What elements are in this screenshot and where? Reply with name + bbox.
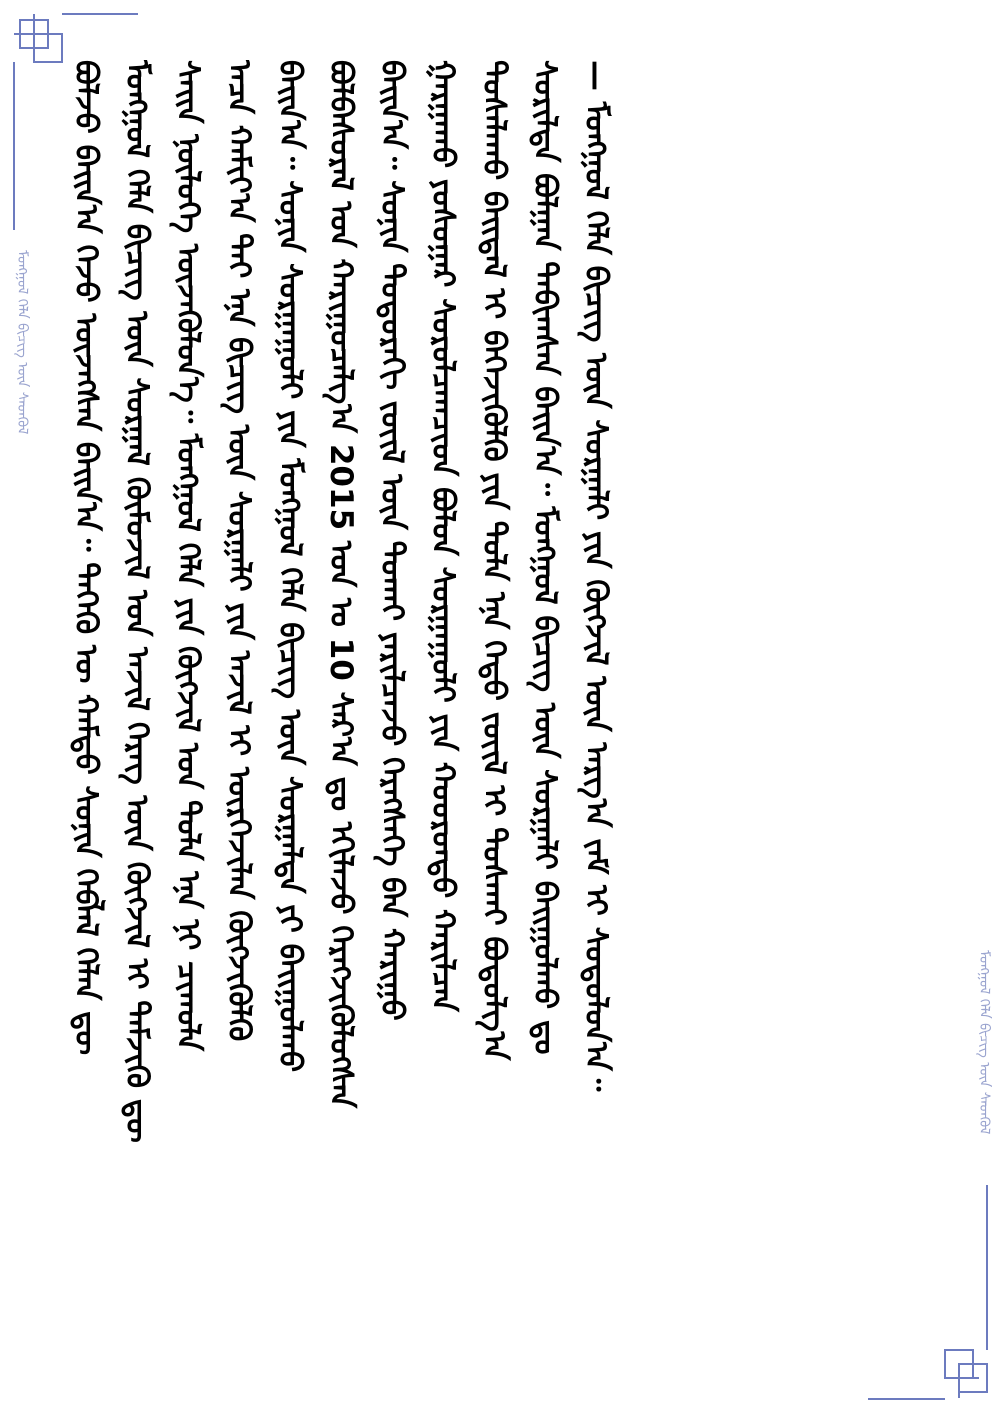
text-line: ᠠᠴᠠ ᠬᠠᠮᠢᠶ᠎ᠠ ᠲᠠᠢ ᠡᠨᠡ ᠪᠢᠴᠢᠭ ᠦᠨ ᠰᠤᠷᠭᠠᠯᠢ ᠶᠢᠨ ᠠᠵᠢᠯ ᠢ ᠦᠷᠭᠡᠵᠢᠯᠡᠨ ᠬᠦᠭᠵᠢᠭᠦᠯᠬᠦ	[221, 60, 257, 1042]
text-line: ᠪᠠᠢᠨ᠎ᠠ᠃ ᠰᠣᠨᠢᠨ ᠰᠤᠷᠭᠠᠭᠤᠯᠢ ᠶᠢᠨ ᠮᠣᠩᠭᠤᠯ ᠬᠡᠯᠡ ᠪᠢᠴᠢᠭ ᠦᠨ ᠰᠤᠷᠭᠠᠯᠲᠠ ᠶᠢ ᠪᠠᠢᠭᠤᠯᠬᠤ	[272, 60, 308, 1073]
text-line: ᠪᠣᠯᠪᠠᠰᠤᠷᠠᠯ ᠤᠨ ᠬᠠᠷᠢᠭᠤᠴᠠᠯᠭ᠎ᠠ 2015 ᠣᠨ ᠤ 10 ᠰᠠᠷ᠎ᠠ ᠳᠤ ᠡᠬᠢᠯᠡᠵᠦ ᠬᠡᠷᠡᠭᠵᠢᠭᠦᠯᠦᠭᠰᠡᠨ	[323, 60, 359, 1109]
text-line: ᠪᠠᠢᠨ᠎ᠠ᠃ ᠰᠣᠨᠢᠨ ᠳᠣᠲᠣᠷᠠᠬᠢ ᠵᠦᠢᠯ ᠦᠨ ᠲᠤᠬᠠᠢ ᠶᠠᠷᠢᠯᠴᠠᠵᠤ ᠬᠡᠷᠡᠭᠰᠡᠭᠡ ᠪᠡᠨ ᠬᠠᠷᠢᠭᠤ	[374, 60, 410, 1021]
side-title-right: ᠮᠣᠩᠭᠤᠯ ᠬᠡᠯᠡ ᠪᠢᠴᠢᠭ ᠦᠨ ᠰᠡᠳᠬᠦᠯ	[976, 950, 992, 1135]
text-line: ᠭᠠᠷᠭᠠᠬᠤ ᠶᠣᠰᠣᠭᠠᠷ ᠰᠤᠷᠤᠯᠴᠠᠭᠴᠢᠳ ᠪᠣᠯᠤᠨ ᠰᠤᠷᠭᠠᠭᠤᠯᠢ ᠶᠢᠨ ᠬᠣᠣᠷᠣᠨᠳᠤ ᠬᠠᠷᠢᠯᠴᠠᠨ	[425, 60, 461, 1012]
text-line: ᠲᠤᠰᠠᠯᠠᠬᠤ ᠪᠠᠢᠳᠠᠯ ᠢ ᠪᠡᠬᠡᠵᠢᠭᠦᠯᠬᠦ ᠶᠢᠨ ᠲᠤᠯᠠ ᠡᠨᠡ ᠬᠡᠳᠦ ᠵᠦᠢᠯ ᠢ ᠲᠤᠰᠬᠠᠢ ᠪᠣᠳᠣᠯᠭ᠎ᠠ	[476, 60, 512, 1061]
text-line: — ᠮᠣᠩᠭᠤᠯ ᠬᠡᠯᠡ ᠪᠢᠴᠢᠭ ᠦᠨ ᠰᠤᠷᠭᠠᠯᠢ ᠶᠢᠨ ᠬᠥᠭᠵᠢᠯ ᠦᠨ ᠠᠷᠭ᠎ᠠ ᠵᠠᠮ ᠢ ᠰᠤᠳᠤᠯᠤᠨ᠎ᠠ᠃	[578, 60, 614, 1092]
text-line: ᠪᠣᠯᠵᠤ ᠪᠠᠢᠨ᠎ᠠ ᠭᠡᠵᠦ ᠦᠵᠡᠭᠰᠡᠨ ᠪᠠᠢᠨ᠎ᠠ᠃ ᠲᠡᠭᠡᠬᠦ ᠦ ᠬᠠᠮᠲᠤ ᠰᠣᠨᠢᠨ ᠬᠡᠪᠯᠡᠯ ᠬᠡᠯᠡᠨ ᠳᠦ	[68, 60, 104, 1056]
text-line: ᠮᠣᠩᠭᠤᠯ ᠬᠡᠯᠡ ᠪᠢᠴᠢᠭ ᠦᠨ ᠰᠤᠷᠭᠠᠯ ᠬᠦᠮᠦᠵᠢᠯ ᠤᠨ ᠠᠵᠢᠯ ᠬᠡᠷᠡᠭ ᠦᠨ ᠬᠥᠭᠵᠢᠯ ᠢ ᠳᠡᠮᠵᠢᠬᠦ ᠳᠦ	[119, 60, 155, 1143]
text-line: ᠰᠠᠢᠨ ᠨᠥᠯᠦᠭᠡ ᠦᠵᠡᠭᠦᠯᠦᠨ᠎ᠡ᠃ ᠮᠣᠩᠭᠤᠯ ᠬᠡᠯᠡ ᠶᠢᠨ ᠬᠥᠭᠵᠢᠯ ᠤᠨ ᠲᠤᠯᠠ ᠡᠨᠡ ᠨᠢ ᠴᠢᠬᠤᠯᠠ	[170, 60, 206, 1052]
side-title-left: ᠮᠣᠩᠭᠤᠯ ᠬᠡᠯᠡ ᠪᠢᠴᠢᠭ ᠦᠨ ᠰᠡᠳᠬᠦᠯ	[14, 250, 30, 435]
bottom-right-knot-ornament	[945, 1350, 987, 1398]
top-left-knot-ornament	[14, 14, 62, 62]
text-line: ᠰᠣᠷᠢᠯᠲᠠ ᠪᠣᠯᠭᠠᠨ ᠲᠠᠪᠢᠭᠰᠠᠨ ᠪᠠᠢᠨ᠎ᠠ᠃ ᠮᠣᠩᠭᠤᠯ ᠪᠢᠴᠢᠭ ᠦᠨ ᠰᠤᠷᠭᠠᠯᠢ ᠪᠠᠢᠭᠤᠯᠬᠤ ᠳᠤ	[527, 60, 563, 1055]
body-text	[60, 60, 900, 1360]
